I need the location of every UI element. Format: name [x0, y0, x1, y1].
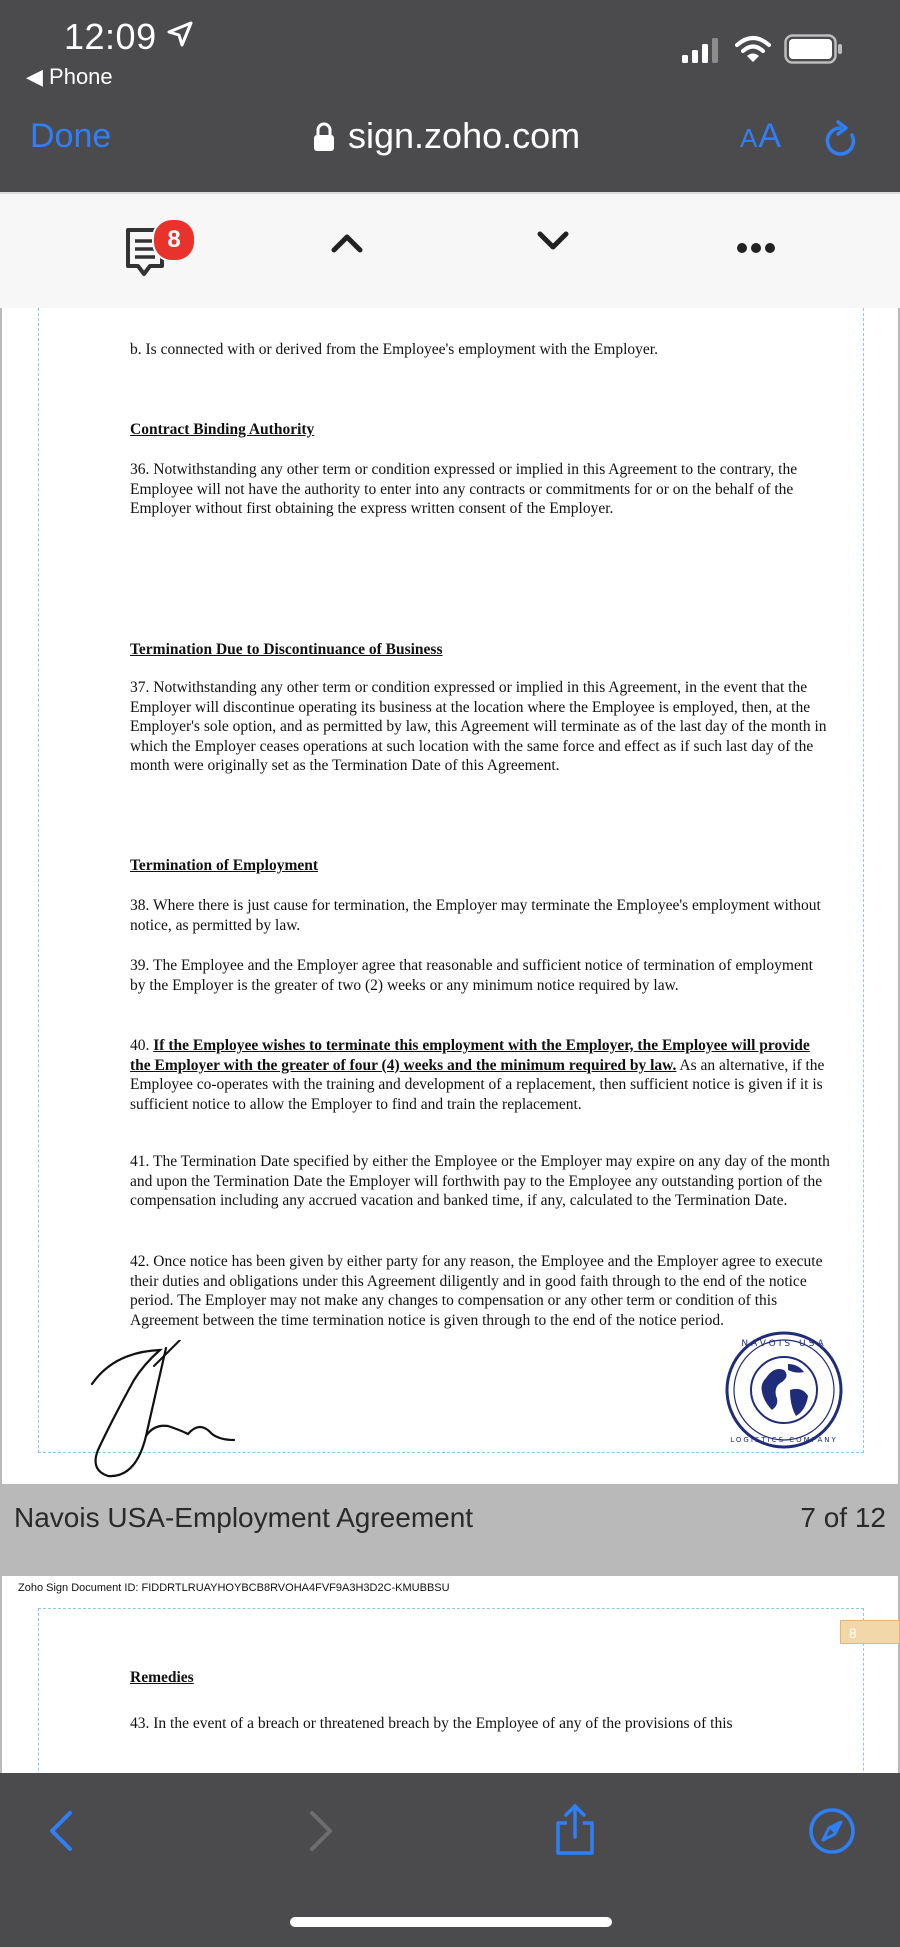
location-arrow-icon: [166, 20, 194, 48]
compass-icon[interactable]: [808, 1807, 856, 1855]
browser-bottom-bar: [0, 1773, 900, 1947]
document-viewport[interactable]: [0, 308, 900, 1773]
document-title: Navois USA-Employment Agreement: [14, 1502, 474, 1533]
clause-42: 42. Once notice has been given by either party for any reason, the Employee and the Employer agree to execute their duties and obligations under this Agreement diligently and in good faith through to the end of the notice period. The Employer may not make any changes to compensation or any other term or condition of this Agreement between the time termination notice is given through to the end of the notice period.: [130, 1253, 823, 1329]
page-indicator: 7 of 12: [800, 1502, 886, 1533]
heading-discontinuance: Termination Due to Discontinuance of Business: [130, 641, 443, 658]
status-bar: [0, 0, 900, 95]
signature-image: [84, 1340, 284, 1480]
share-icon[interactable]: [550, 1803, 600, 1857]
forward-arrow-icon: [306, 1809, 336, 1853]
lock-icon: [312, 121, 336, 153]
clause-38: 38. Where there is just cause for termination, the Employer may terminate the Employee's employment without notice, as permitted by law.: [130, 897, 821, 934]
text-size-button[interactable]: [740, 117, 782, 156]
document-page-7: [2, 308, 898, 1484]
svg-text:LOGISTICS COMPANY: LOGISTICS COMPANY: [730, 1436, 838, 1444]
page-border: [38, 1608, 864, 1773]
back-to-app-link[interactable]: ◀ Phone: [26, 64, 113, 89]
comments-count-badge: 8: [152, 218, 196, 262]
clause-40: [130, 1036, 830, 1114]
clause-39: 39. The Employee and the Employer agree that reasonable and sufficient notice of termination of employment by the Employer is the greater of two (2) weeks or any minimum notice required by law.: [130, 957, 813, 994]
clause-43: 43. In the event of a breach or threatened breach by the Employee of any of the provisions of this: [130, 1715, 733, 1732]
cellular-signal-icon: [682, 38, 720, 64]
back-arrow-icon[interactable]: [46, 1809, 76, 1853]
text-size-small-a: A: [740, 123, 759, 153]
battery-icon: [784, 34, 844, 64]
document-id: Zoho Sign Document ID: FIDDRTLRUAYHOYBCB8RVOHA4FVF9A3H3D2C-KMUBBSU: [18, 1582, 450, 1594]
text-size-large-a: A: [758, 117, 783, 155]
company-seal-stamp: [724, 1330, 844, 1450]
reload-icon[interactable]: [822, 119, 862, 163]
heading-remedies: Remedies: [130, 1669, 194, 1686]
clause-b: b. Is connected with or derived from the Employee's employment with the Employer.: [130, 341, 658, 358]
chevron-up-icon[interactable]: [330, 232, 364, 254]
signature-field-tag[interactable]: 8: [840, 1620, 900, 1644]
heading-contract-binding-authority: Contract Binding Authority: [130, 421, 315, 438]
clock: 12:09: [64, 16, 157, 57]
document-page-8: [2, 1576, 898, 1773]
page-caption-bar: [0, 1488, 900, 1568]
heading-termination-of-employment: Termination of Employment: [130, 857, 319, 874]
browser-url-bar: [0, 95, 900, 192]
wifi-icon: [734, 34, 772, 64]
chevron-down-icon[interactable]: [536, 230, 570, 252]
done-button[interactable]: Done: [30, 117, 112, 155]
url-text[interactable]: sign.zoho.com: [348, 115, 581, 156]
clause-40-rest: As an alternative, if the Employee co-operates with the training and development of a replacement, then sufficient notice is given if it is sufficient notice to allow the Employer to find and train the replacement.: [130, 1056, 825, 1113]
clause-37: 37. Notwithstanding any other term or condition expressed or implied in this Agreement, in the event that the Employer will discontinue operating its business at the location where the Employee is employed, then, at the Employer's sole option, and as permitted by law, this Agreement will terminate as of the last day of the month in which the Employer ceases operations at such location with the same force and effect as if such last day of the month were originally set as the Termination Date of this Agreement.: [130, 679, 827, 774]
document-toolbar: [0, 192, 900, 311]
clause-41: 41. The Termination Date specified by either the Employee or the Employer may expire on any day of the month and upon the Termination Date the Employer will forthwith pay to the Employee any outstanding portion of the compensation including any accrued vacation and banked time, if any, calculated to the Termination Date.: [130, 1153, 830, 1209]
more-icon[interactable]: [736, 242, 776, 254]
clause-40-number: 40.: [130, 1037, 154, 1054]
svg-text:NAVOIS USA: NAVOIS USA: [741, 1339, 827, 1349]
home-indicator[interactable]: [290, 1917, 612, 1927]
clause-36: 36. Notwithstanding any other term or condition expressed or implied in this Agreement to the contrary, the Employee will not have the authority to enter into any contracts or commitments for or on the behalf of the Employer without first obtaining the express written consent of the Employer.: [130, 461, 798, 517]
clause-40-underlined: If the Employee wishes to terminate this employment with the Employer, the Employee will provide the Employer with the greater of four (4) weeks and the minimum required by law.: [130, 1037, 810, 1074]
